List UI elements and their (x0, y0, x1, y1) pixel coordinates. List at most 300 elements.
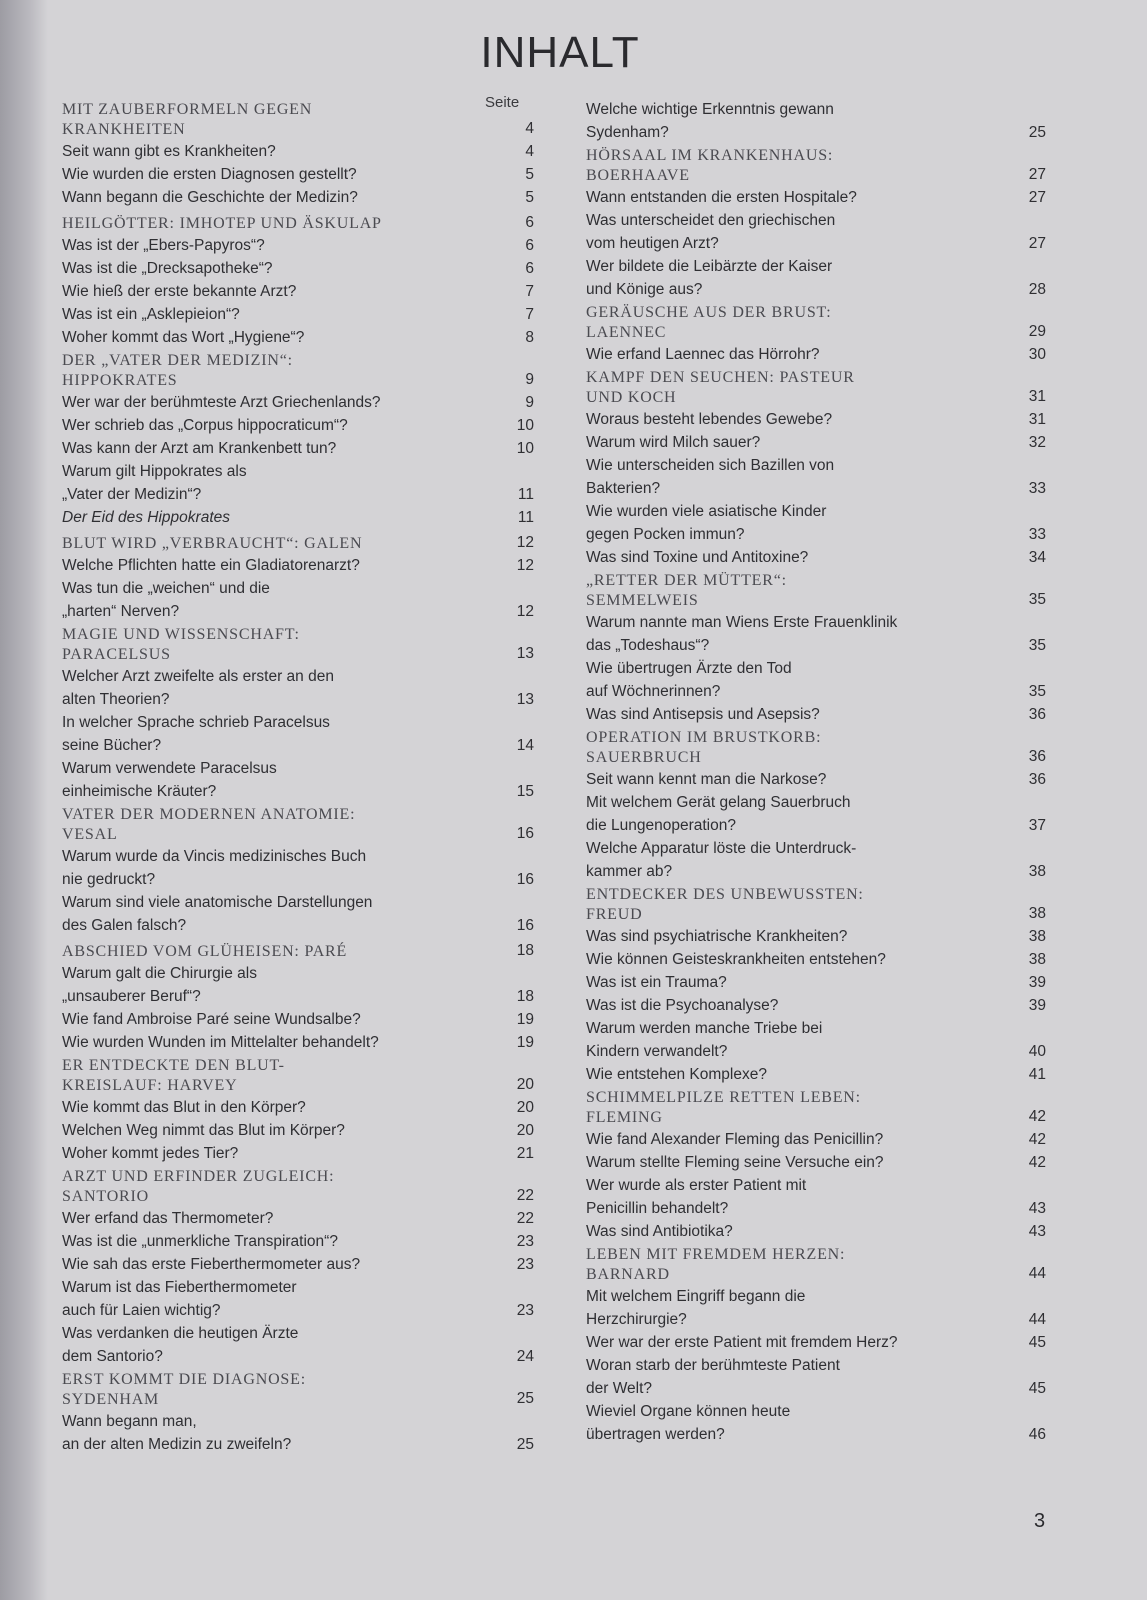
toc-entry-line: DER „VATER DER MEDIZIN“: (62, 352, 293, 369)
toc-entry-line: FREUD (586, 906, 643, 923)
toc-page-number: 25 (516, 1390, 534, 1407)
toc-page-number: 7 (525, 283, 534, 300)
toc-entry-line: die Lungenoperation? (586, 817, 736, 834)
toc-entry-line: Warum stellte Fleming seine Versuche ein? (586, 1154, 884, 1171)
toc-entry (586, 255, 1046, 301)
toc-entry-line: Wer schrieb das „Corpus hippocraticum“? (62, 417, 348, 434)
toc-chapter-heading (586, 885, 1046, 925)
toc-entry-line: Kindern verwandelt? (586, 1043, 728, 1060)
toc-entry-line: und Könige aus? (586, 281, 703, 298)
toc-entry-text (586, 98, 1016, 144)
toc-entry-text (586, 728, 1016, 768)
toc-entry (586, 1017, 1046, 1063)
toc-entry-line: auch für Laien wichtig? (62, 1302, 221, 1319)
toc-entry (62, 391, 534, 414)
toc-entry-line: Wann begann die Geschichte der Medizin? (62, 189, 358, 206)
toc-page-number: 13 (516, 645, 534, 662)
toc-entry-line: KREISLAUF: HARVEY (62, 1077, 238, 1094)
toc-entry-line: vom heutigen Arzt? (586, 235, 719, 252)
toc-entry-text (62, 1253, 504, 1276)
toc-entry (586, 837, 1046, 883)
toc-page-number: 5 (525, 166, 534, 183)
toc-entry-line: LAENNEC (586, 324, 667, 341)
toc-entry-line: Wie wurden die ersten Diagnosen gestellt? (62, 166, 357, 183)
toc-entry-line: Warum ist das Fieberthermometer (62, 1279, 297, 1296)
toc-entry-text (586, 303, 1016, 343)
toc-entry (62, 163, 534, 186)
toc-entry-text (586, 1174, 1016, 1220)
toc-entry-line: KRANKHEITEN (62, 121, 186, 138)
toc-page-number: 18 (516, 988, 534, 1005)
toc-page-number: 4 (525, 120, 534, 137)
toc-page-number: 8 (525, 329, 534, 346)
toc-entry-line: Welche wichtige Erkenntnis gewann (586, 101, 834, 118)
toc-page-number: 36 (1028, 748, 1046, 765)
toc-entry-line: Wie wurden Wunden im Mittelalter behandelt? (62, 1034, 379, 1051)
page-number: 3 (1034, 1510, 1046, 1532)
toc-entry-line: HÖRSAAL IM KRANKENHAUS: (586, 147, 834, 164)
toc-entry (62, 506, 534, 529)
toc-entry-line: Wann entstanden die ersten Hospitale? (586, 189, 857, 206)
toc-entry-line: Was sind psychiatrische Krankheiten? (586, 928, 848, 945)
toc-entry (586, 500, 1046, 546)
toc-page-number: 5 (525, 189, 534, 206)
toc-entry-text (62, 845, 504, 891)
toc-page-number: 9 (525, 394, 534, 411)
toc-entry (62, 1207, 534, 1230)
toc-entry (586, 994, 1046, 1017)
toc-page-number: 27 (1028, 189, 1046, 206)
toc-entry-line: UND KOCH (586, 389, 677, 406)
toc-entry-line: Woraus besteht lebendes Gewebe? (586, 411, 833, 428)
toc-entry-line: PARACELSUS (62, 646, 171, 663)
toc-entry-text (62, 1370, 504, 1410)
toc-entry-line: Wie fand Ambroise Paré seine Wundsalbe? (62, 1011, 361, 1028)
toc-entry-line: Was unterscheidet den griechischen (586, 212, 836, 229)
toc-entry (62, 140, 534, 163)
toc-entry-text (62, 1410, 504, 1456)
toc-entry-text (62, 351, 504, 391)
toc-entry-line: Was ist die „unmerkliche Transpiration“? (62, 1233, 338, 1250)
toc-chapter-heading (62, 351, 534, 391)
toc-entry-line: Woran starb der berühmteste Patient (586, 1357, 840, 1374)
toc-entry-text (62, 577, 504, 623)
toc-entry-line: Woher kommt jedes Tier? (62, 1145, 239, 1162)
toc-entry (62, 1008, 534, 1031)
toc-entry-text (586, 994, 1016, 1017)
toc-chapter-heading (586, 571, 1046, 611)
toc-entry-text (586, 925, 1016, 948)
toc-entry (586, 343, 1046, 366)
toc-entry-line: BLUT WIRD „VERBRAUCHT“: GALEN (62, 535, 363, 552)
toc-chapter-heading (586, 303, 1046, 343)
toc-entry-line: Warum wurde da Vincis medizinisches Buch (62, 848, 367, 865)
toc-entry (62, 1410, 534, 1456)
toc-entry (586, 1151, 1046, 1174)
toc-entry-text (62, 891, 504, 937)
toc-entry-line: Wie kommt das Blut in den Körper? (62, 1099, 306, 1116)
toc-entry-line: ABSCHIED VOM GLÜHEISEN: PARÉ (62, 943, 348, 960)
toc-entry-line: Wie übertrugen Ärzte den Tod (586, 660, 792, 677)
toc-entry-text (586, 611, 1016, 657)
toc-entry (586, 611, 1046, 657)
toc-entry (62, 234, 534, 257)
toc-entry-text (62, 1276, 504, 1322)
toc-entry-text (586, 186, 1016, 209)
toc-entry (586, 408, 1046, 431)
toc-entry-text (586, 791, 1016, 837)
toc-entry-text (586, 431, 1016, 454)
toc-page-number: 36 (1028, 706, 1046, 723)
toc-page-number: 42 (1028, 1154, 1046, 1171)
toc-entry-line: Welchen Weg nimmt das Blut im Körper? (62, 1122, 345, 1139)
toc-entry-text (586, 768, 1016, 791)
toc-entry (586, 1331, 1046, 1354)
toc-entry-text (62, 554, 504, 577)
toc-page-number: 14 (516, 737, 534, 754)
toc-entry-text (62, 942, 504, 962)
toc-entry-line: Was sind Antisepsis und Asepsis? (586, 706, 820, 723)
toc-page-number: 6 (525, 260, 534, 277)
toc-entry-text (62, 534, 504, 554)
toc-page-number: 16 (516, 917, 534, 934)
toc-entry-line: „harten“ Nerven? (62, 603, 180, 620)
toc-entry-text (586, 368, 1016, 408)
toc-entry (586, 1285, 1046, 1331)
toc-entry-line: das „Todeshaus“? (586, 637, 710, 654)
toc-entry (62, 845, 534, 891)
toc-entry-line: Was ist ein Trauma? (586, 974, 727, 991)
toc-page-number: 7 (525, 306, 534, 323)
toc-entry (62, 1230, 534, 1253)
toc-entry-line: Warum werden manche Triebe bei (586, 1020, 823, 1037)
toc-page-number: 22 (516, 1187, 534, 1204)
toc-entry-line: OPERATION IM BRUSTKORB: (586, 729, 822, 746)
toc-entry-line: Wie unterscheiden sich Bazillen von (586, 457, 835, 474)
toc-entry-line: In welcher Sprache schrieb Paracelsus (62, 714, 330, 731)
toc-entry-text (62, 1096, 504, 1119)
toc-chapter-heading (586, 1245, 1046, 1285)
toc-entry-text (586, 1088, 1016, 1128)
toc-entry-text (62, 140, 504, 163)
toc-entry-line: SCHIMMELPILZE RETTEN LEBEN: (586, 1089, 861, 1106)
toc-entry (586, 1400, 1046, 1446)
toc-entry-text (586, 1354, 1016, 1400)
toc-page-number: 19 (516, 1034, 534, 1051)
toc-entry (62, 1276, 534, 1322)
toc-entry-text (586, 1063, 1016, 1086)
toc-entry-line: Was ist ein „Asklepieion“? (62, 306, 240, 323)
toc-entry-line: Was verdanken die heutigen Ärzte (62, 1325, 299, 1342)
toc-entry-line: einheimische Kräuter? (62, 783, 217, 800)
toc-entry-line: Warum gilt Hippokrates als (62, 463, 247, 480)
toc-entry (62, 577, 534, 623)
toc-page-number: 20 (516, 1122, 534, 1139)
toc-entry (62, 1253, 534, 1276)
toc-chapter-heading (62, 939, 534, 962)
toc-entry-text (586, 837, 1016, 883)
toc-entry-text (62, 437, 504, 460)
toc-entry-line: Wie erfand Laennec das Hörrohr? (586, 346, 820, 363)
toc-entry (586, 186, 1046, 209)
toc-entry-text (586, 703, 1016, 726)
toc-chapter-heading (62, 531, 534, 554)
toc-entry-text (62, 326, 504, 349)
toc-entry (586, 1220, 1046, 1243)
toc-entry-line: ER ENTDECKTE DEN BLUT- (62, 1057, 285, 1074)
toc-entry-line: Warum verwendete Paracelsus (62, 760, 277, 777)
toc-entry-line: Warum galt die Chirurgie als (62, 965, 257, 982)
toc-chapter-heading (586, 146, 1046, 186)
toc-page-number: 25 (1028, 124, 1046, 141)
toc-page-number: 11 (517, 509, 534, 526)
toc-chapter-heading (62, 1167, 534, 1207)
toc-page-number: 21 (516, 1145, 534, 1162)
toc-entry-text (62, 280, 504, 303)
toc-chapter-heading (62, 805, 534, 845)
toc-chapter-heading (62, 625, 534, 665)
toc-page-number: 23 (516, 1256, 534, 1273)
toc-entry-text (62, 757, 504, 803)
toc-page-number: 39 (1028, 997, 1046, 1014)
toc-entry-line: Warum wird Milch sauer? (586, 434, 761, 451)
toc-entry-line: Wann begann man, (62, 1413, 197, 1430)
toc-page-number: 39 (1028, 974, 1046, 991)
toc-entry (62, 414, 534, 437)
toc-entry-line: KAMPF DEN SEUCHEN: PASTEUR (586, 369, 855, 386)
toc-page-number: 31 (1028, 411, 1046, 428)
toc-entry (62, 437, 534, 460)
toc-entry-text (62, 1167, 504, 1207)
toc-entry-line: Penicillin behandelt? (586, 1200, 729, 1217)
toc-page-number: 38 (1028, 928, 1046, 945)
toc-entry (586, 454, 1046, 500)
toc-entry-text (62, 962, 504, 1008)
toc-entry (62, 711, 534, 757)
toc-page-number: 31 (1028, 388, 1046, 405)
toc-page-number: 18 (516, 942, 534, 959)
toc-entry-line: Bakterien? (586, 480, 661, 497)
toc-entry-line: „Vater der Medizin“? (62, 486, 202, 503)
toc-entry (62, 757, 534, 803)
toc-page-number: 23 (516, 1302, 534, 1319)
toc-entry-line: MAGIE UND WISSENSCHAFT: (62, 626, 300, 643)
toc-left-column (62, 98, 534, 1456)
toc-page-number: 6 (525, 214, 534, 231)
toc-page-number: 43 (1028, 1200, 1046, 1217)
toc-entry-line: Was sind Antibiotika? (586, 1223, 733, 1240)
toc-entry-text (62, 414, 504, 437)
toc-page-number: 6 (525, 237, 534, 254)
toc-entry-text (62, 1031, 504, 1054)
toc-entry-line: Seit wann kennt man die Narkose? (586, 771, 827, 788)
toc-entry-line: Was sind Toxine und Antitoxine? (586, 549, 809, 566)
toc-entry-line: Seit wann gibt es Krankheiten? (62, 143, 276, 160)
toc-entry-line: der Welt? (586, 1380, 653, 1397)
toc-entry-text (62, 186, 504, 209)
toc-entry (586, 1063, 1046, 1086)
toc-entry (586, 209, 1046, 255)
toc-entry (62, 257, 534, 280)
toc-entry-line: Wie entstehen Komplexe? (586, 1066, 767, 1083)
toc-entry-line: dem Santorio? (62, 1348, 163, 1365)
toc-page-number: 20 (516, 1076, 534, 1093)
toc-entry-line: seine Bücher? (62, 737, 162, 754)
toc-page-number: 28 (1028, 281, 1046, 298)
toc-entry-line: des Galen falsch? (62, 917, 187, 934)
toc-entry-line: Was ist die „Drecksapotheke“? (62, 260, 273, 277)
toc-entry-text (586, 343, 1016, 366)
toc-entry (62, 186, 534, 209)
toc-entry-line: ERST KOMMT DIE DIAGNOSE: (62, 1371, 306, 1388)
toc-entry-line: ARZT UND ERFINDER ZUGLEICH: (62, 1168, 335, 1185)
toc-entry-line: Mit welchem Eingriff begann die (586, 1288, 806, 1305)
toc-entry-line: Wie können Geisteskrankheiten entstehen? (586, 951, 886, 968)
toc-entry (62, 1096, 534, 1119)
toc-page-number: 29 (1028, 323, 1046, 340)
toc-entry-text (62, 1119, 504, 1142)
toc-entry-line: Sydenham? (586, 124, 669, 141)
toc-entry-text (586, 971, 1016, 994)
toc-entry-line: SAUERBRUCH (586, 749, 702, 766)
toc-page-number: 38 (1028, 905, 1046, 922)
toc-entry-line: Wer war der erste Patient mit fremdem Herz? (586, 1334, 898, 1351)
toc-entry (586, 791, 1046, 837)
toc-entry-line: Wie hieß der erste bekannte Arzt? (62, 283, 297, 300)
toc-entry (586, 1354, 1046, 1400)
toc-entry (62, 891, 534, 937)
toc-page-number: 16 (516, 871, 534, 888)
toc-entry (62, 280, 534, 303)
toc-entry-line: Welche Apparatur löste die Unterdruck- (586, 840, 857, 857)
toc-entry-text (586, 454, 1016, 500)
toc-page-number: 22 (516, 1210, 534, 1227)
toc-right-column (586, 98, 1046, 1446)
toc-entry-line: auf Wöchnerinnen? (586, 683, 721, 700)
toc-page-number: 34 (1028, 549, 1046, 566)
toc-entry-line: SANTORIO (62, 1188, 150, 1205)
toc-entry-line: HIPPOKRATES (62, 372, 178, 389)
toc-entry-text (62, 1230, 504, 1253)
toc-chapter-heading (62, 1056, 534, 1096)
toc-entry-line: Wer war der berühmteste Arzt Griechenlands? (62, 394, 381, 411)
toc-entry-text (586, 500, 1016, 546)
toc-entry-line: LEBEN MIT FREMDEM HERZEN: (586, 1246, 846, 1263)
toc-entry-text (62, 625, 504, 665)
toc-entry-line: kammer ab? (586, 863, 673, 880)
toc-page-number: 10 (516, 417, 534, 434)
toc-entry (62, 460, 534, 506)
toc-entry-line: Wer bildete die Leibärzte der Kaiser (586, 258, 833, 275)
toc-entry-text (586, 571, 1016, 611)
toc-entry-line: Mit welchem Gerät gelang Sauerbruch (586, 794, 851, 811)
toc-entry-line: Was ist die Psychoanalyse? (586, 997, 779, 1014)
toc-page-number: 40 (1028, 1043, 1046, 1060)
toc-entry-text (586, 948, 1016, 971)
toc-page-number: 24 (516, 1348, 534, 1365)
toc-page-number: 4 (525, 143, 534, 160)
toc-entry-text (62, 711, 504, 757)
toc-entry-text (586, 885, 1016, 925)
toc-entry-text (586, 546, 1016, 569)
toc-entry (62, 1119, 534, 1142)
toc-page-number: 42 (1028, 1131, 1046, 1148)
toc-entry-line: Wieviel Organe können heute (586, 1403, 791, 1420)
toc-entry-line: Welche Pflichten hatte ein Gladiatorenarzt? (62, 557, 360, 574)
toc-entry-line: nie gedruckt? (62, 871, 156, 888)
toc-entry-text (62, 163, 504, 186)
toc-entry-text (586, 408, 1016, 431)
toc-page-number: 27 (1028, 235, 1046, 252)
toc-entry-line: Wie fand Alexander Fleming das Penicillin? (586, 1131, 884, 1148)
toc-entry-line: Was tun die „weichen“ und die (62, 580, 270, 597)
toc-entry-line: ENTDECKER DES UNBEWUSSTEN: (586, 886, 864, 903)
toc-entry-text (586, 1400, 1016, 1446)
toc-entry-line: Woher kommt das Wort „Hygiene“? (62, 329, 305, 346)
toc-page-number: 13 (516, 691, 534, 708)
toc-entry-text (62, 1056, 504, 1096)
toc-entry-line: an der alten Medizin zu zweifeln? (62, 1436, 292, 1453)
toc-page-number: 35 (1028, 683, 1046, 700)
toc-entry-text (586, 1285, 1016, 1331)
toc-entry-line: Herzchirurgie? (586, 1311, 687, 1328)
toc-page-number: 12 (516, 603, 534, 620)
toc-page-number: 15 (516, 783, 534, 800)
toc-entry (62, 962, 534, 1008)
toc-entry-line: Wie sah das erste Fieberthermometer aus? (62, 1256, 361, 1273)
toc-entry-text (62, 460, 504, 506)
toc-entry (62, 1322, 534, 1368)
toc-entry (586, 431, 1046, 454)
toc-entry-line: Wer wurde als erster Patient mit (586, 1177, 807, 1194)
toc-page-number: 11 (517, 486, 534, 503)
toc-page-number: 27 (1028, 166, 1046, 183)
toc-entry-text (586, 1331, 1016, 1354)
toc-entry-line: Der Eid des Hippokrates (62, 509, 230, 526)
toc-entry-text (586, 209, 1016, 255)
toc-page-number: 9 (525, 371, 534, 388)
toc-chapter-heading (62, 211, 534, 234)
toc-entry-line: SYDENHAM (62, 1391, 160, 1408)
toc-entry (62, 326, 534, 349)
toc-entry-text (62, 391, 504, 414)
toc-page-number: 10 (516, 440, 534, 457)
toc-entry-text (62, 303, 504, 326)
toc-page-number: 46 (1028, 1426, 1046, 1443)
toc-entry-text (586, 1151, 1016, 1174)
toc-entry-line: BARNARD (586, 1266, 670, 1283)
toc-entry (586, 971, 1046, 994)
toc-entry-line: FLEMING (586, 1109, 663, 1126)
toc-entry (586, 1128, 1046, 1151)
toc-entry-text (62, 214, 504, 234)
toc-entry (586, 948, 1046, 971)
toc-page-number: 45 (1028, 1334, 1046, 1351)
toc-entry (586, 657, 1046, 703)
toc-entry-text (62, 1207, 504, 1230)
toc-entry-line: Wie wurden viele asiatische Kinder (586, 503, 827, 520)
toc-entry (586, 768, 1046, 791)
toc-entry (586, 925, 1046, 948)
toc-entry (62, 303, 534, 326)
toc-chapter-heading (586, 1088, 1046, 1128)
toc-page-number: 42 (1028, 1108, 1046, 1125)
page-title: INHALT (480, 28, 640, 77)
toc-chapter-heading (62, 100, 534, 140)
toc-page-number: 19 (516, 1011, 534, 1028)
toc-entry-text (62, 100, 504, 140)
toc-entry-text (62, 1008, 504, 1031)
